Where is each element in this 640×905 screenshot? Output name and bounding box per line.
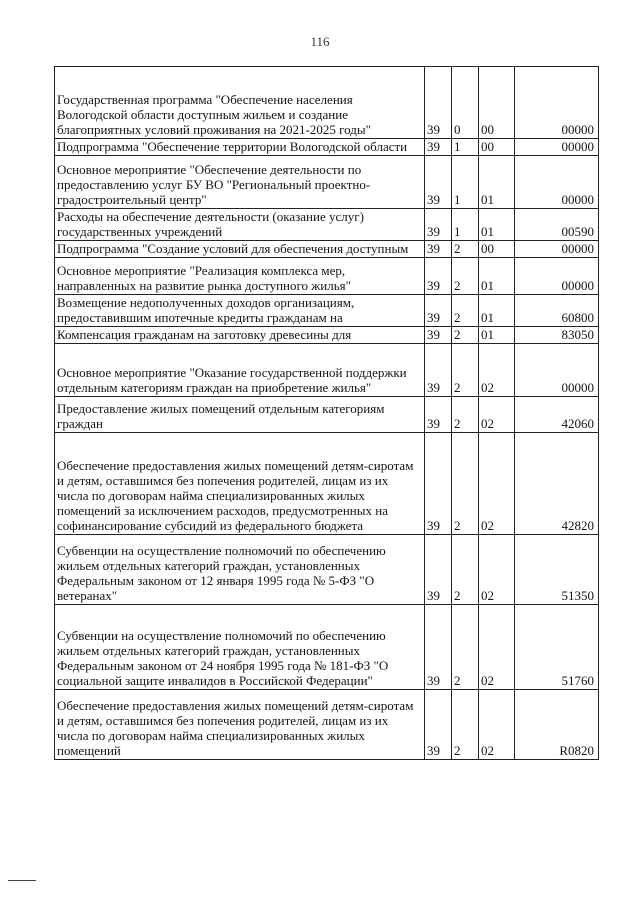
row-name: Основное мероприятие "Реализация комплекса мер, направленных на развитие рынка доступного жилья": [55, 258, 425, 295]
direction-code: 00000: [515, 139, 599, 156]
table-row: [55, 605, 599, 690]
measure-code: 01: [479, 156, 515, 209]
subprogram-code: 2: [452, 258, 479, 295]
subprogram-code: 2: [452, 295, 479, 327]
table-row: [55, 258, 599, 295]
program-code: 39: [425, 241, 452, 258]
direction-code: 00000: [515, 156, 599, 209]
program-code: 39: [425, 295, 452, 327]
row-name: Субвенции на осуществление полномочий по обеспечению жильем отдельных категорий граждан, установленных Федеральным законом от 12 января 1995 года № 5-ФЗ "О ветеранах": [55, 535, 425, 605]
program-code: 39: [425, 139, 452, 156]
measure-code: 02: [479, 535, 515, 605]
measure-code: 01: [479, 258, 515, 295]
direction-code: 00590: [515, 209, 599, 241]
program-code: 39: [425, 344, 452, 397]
measure-code: 02: [479, 397, 515, 433]
program-code: 39: [425, 327, 452, 344]
subprogram-code: 2: [452, 690, 479, 760]
direction-code: 00000: [515, 258, 599, 295]
table-row: [55, 535, 599, 605]
measure-code: 00: [479, 241, 515, 258]
direction-code: 42820: [515, 433, 599, 535]
row-name: Обеспечение предоставления жилых помещений детям-сиротам и детям, оставшимся без попечения родителей, лицам из их числа по договорам найма специализированных жилых помещений: [55, 690, 425, 760]
table-row: [55, 209, 599, 241]
table-row: [55, 690, 599, 760]
row-name: Подпрограмма "Обеспечение территории Вологодской области: [55, 139, 425, 156]
direction-code: R0820: [515, 690, 599, 760]
direction-code: 60800: [515, 295, 599, 327]
measure-code: 02: [479, 344, 515, 397]
subprogram-code: 1: [452, 139, 479, 156]
program-code: 39: [425, 258, 452, 295]
measure-code: 01: [479, 327, 515, 344]
subprogram-code: 2: [452, 605, 479, 690]
measure-code: 02: [479, 605, 515, 690]
program-code: 39: [425, 535, 452, 605]
measure-code: 00: [479, 139, 515, 156]
row-name: Компенсация гражданам на заготовку древесины для: [55, 327, 425, 344]
program-code: 39: [425, 397, 452, 433]
footer-mark: [8, 880, 36, 881]
table-row: [55, 433, 599, 535]
row-name: Расходы на обеспечение деятельности (оказание услуг) государственных учреждений: [55, 209, 425, 241]
subprogram-code: 1: [452, 209, 479, 241]
subprogram-code: 2: [452, 344, 479, 397]
measure-code: 00: [479, 67, 515, 139]
table-row: [55, 327, 599, 344]
measure-code: 02: [479, 433, 515, 535]
budget-classification-table: [54, 66, 599, 760]
subprogram-code: 1: [452, 156, 479, 209]
direction-code: 51350: [515, 535, 599, 605]
table-row: [55, 139, 599, 156]
program-code: 39: [425, 209, 452, 241]
row-name: Возмещение недополученных доходов организациям, предоставившим ипотечные кредиты гражданам на: [55, 295, 425, 327]
subprogram-code: 2: [452, 241, 479, 258]
table-row: [55, 241, 599, 258]
row-name: Основное мероприятие "Обеспечение деятельности по предоставлению услуг БУ ВО "Региональный проектно-градостроительный центр": [55, 156, 425, 209]
row-name: Основное мероприятие "Оказание государственной поддержки отдельным категориям граждан на приобретение жилья": [55, 344, 425, 397]
program-code: 39: [425, 156, 452, 209]
table-row: [55, 397, 599, 433]
page-number: 116: [310, 34, 330, 49]
program-code: 39: [425, 67, 452, 139]
subprogram-code: 2: [452, 327, 479, 344]
subprogram-code: 2: [452, 535, 479, 605]
direction-code: 00000: [515, 67, 599, 139]
subprogram-code: 2: [452, 397, 479, 433]
direction-code: 42060: [515, 397, 599, 433]
measure-code: 01: [479, 295, 515, 327]
direction-code: 00000: [515, 344, 599, 397]
direction-code: 83050: [515, 327, 599, 344]
direction-code: 51760: [515, 605, 599, 690]
row-name: Обеспечение предоставления жилых помещений детям-сиротам и детям, оставшимся без попечения родителей, лицам из их числа по договорам найма специализированных жилых помещений за исключением расходов, предусмотренных на софинансирование субсидий из федерального бюджета: [55, 433, 425, 535]
row-name: Подпрограмма "Создание условий для обеспечения доступным: [55, 241, 425, 258]
measure-code: 02: [479, 690, 515, 760]
program-code: 39: [425, 433, 452, 535]
measure-code: 01: [479, 209, 515, 241]
row-name: Субвенции на осуществление полномочий по обеспечению жильем отдельных категорий граждан, установленных Федеральным законом от 24 ноября 1995 года № 181-ФЗ "О социальной защите инвалидов в Российской Федерации": [55, 605, 425, 690]
subprogram-code: 0: [452, 67, 479, 139]
row-name: Предоставление жилых помещений отдельным категориям граждан: [55, 397, 425, 433]
table-row: [55, 295, 599, 327]
row-name: Государственная программа "Обеспечение населения Вологодской области доступным жильем и создание благоприятных условий проживания на 2021-2025 годы": [55, 67, 425, 139]
program-code: 39: [425, 605, 452, 690]
direction-code: 00000: [515, 241, 599, 258]
subprogram-code: 2: [452, 433, 479, 535]
table-row: [55, 67, 599, 139]
table-row: [55, 344, 599, 397]
program-code: 39: [425, 690, 452, 760]
table-row: [55, 156, 599, 209]
